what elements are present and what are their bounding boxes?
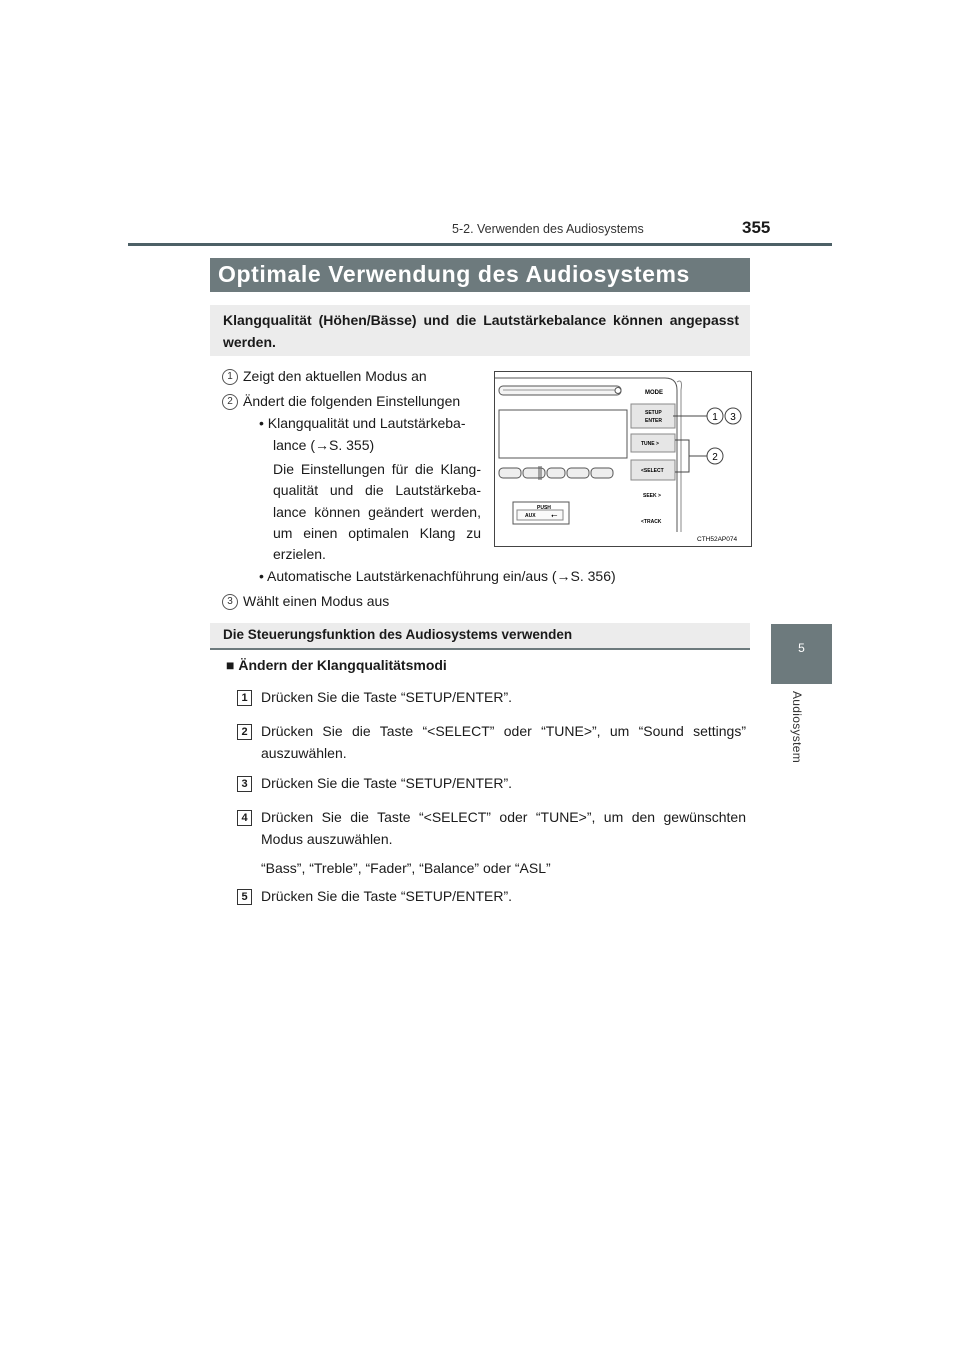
step-number-1: 1 [237, 690, 252, 706]
step-number-5: 5 [237, 889, 252, 905]
figure-callout-1: 1 [712, 412, 718, 423]
section-heading-bar [210, 623, 750, 650]
subheading [226, 655, 447, 676]
step-number-3: 3 [237, 776, 252, 792]
mode-button-label: MODE [645, 390, 663, 396]
bullet-sound-quality: • Klangqualität und Lautstärkeba- [259, 415, 466, 431]
step-4-modes: “Bass”, “Treble”, “Fader”, “Balance” oder “ASL” [261, 860, 551, 876]
page-title-bar [210, 258, 750, 292]
subheading-square-icon: ■ [226, 657, 235, 673]
step-text-5: Drücken Sie die Taste “SETUP/ENTER”. [261, 888, 513, 904]
callout-text-3: Wählt einen Modus aus [243, 593, 390, 609]
audio-unit-figure [494, 371, 752, 547]
figure-callout-2: 2 [712, 452, 718, 463]
figure-code: CTH52AP074 [697, 536, 738, 543]
right-buttons [631, 390, 675, 525]
subheading-text: Ändern der Klangqualitätsmodi [238, 657, 447, 673]
setup-button-label: SETUP [645, 410, 662, 416]
tune-button-label: TUNE > [641, 441, 659, 447]
bullet-sound-quality-ref: lance (→S. 355) [273, 437, 375, 453]
page-title: Optimale Verwendung des Audiosystems [218, 261, 690, 287]
preset-buttons [499, 468, 613, 478]
section-heading: Die Steuerungsfunktion des Audiosystems verwenden [223, 627, 573, 642]
callout-number-3: 3 [222, 594, 238, 610]
callout-number-1: 1 [222, 369, 238, 385]
callout-number-2: 2 [222, 394, 238, 410]
chapter-tab: 5 [771, 624, 832, 684]
usb-icon: ⭠ [551, 511, 558, 520]
track-button-label: <TRACK [641, 519, 662, 525]
step-text-1: Drücken Sie die Taste “SETUP/ENTER”. [261, 689, 513, 705]
step-number-4: 4 [237, 810, 252, 826]
port-push-label: PUSH [537, 505, 551, 511]
step-text-3: Drücken Sie die Taste “SETUP/ENTER”. [261, 775, 513, 791]
seek-button-label: SEEK > [643, 493, 661, 499]
page-number: 355 [742, 218, 771, 237]
figure-callout-3: 3 [730, 412, 736, 423]
enter-button-label: ENTER [645, 418, 662, 424]
step-number-2: 2 [237, 724, 252, 740]
intro-text: Klangqualität (Höhen/Bässe) und die Lautstärkebalance können angepasst werden. [223, 312, 739, 350]
port-aux-label: AUX [525, 513, 536, 519]
intro-box [210, 305, 750, 356]
select-button-label: <SELECT [641, 468, 664, 474]
header-rule [128, 243, 832, 246]
bullet-asl: • Automatische Lautstärkenachführung ein/aus (→S. 356) [259, 568, 616, 584]
step-text-2: Drücken Sie die Taste “<SELECT” oder “TUNE>”, um “Sound settings” auszuwählen. [261, 723, 746, 761]
chapter-label [772, 691, 832, 781]
bullet-sound-quality-desc: Die Einstellungen für die Klangqualität und die Lautstärkebalance können geändert werden, um einen optimalen Klang zu erzielen. [273, 461, 481, 563]
step-text-4: Drücken Sie die Taste “<SELECT” oder “TUNE>”, um den gewünschten Modus auszuwählen. [261, 809, 746, 847]
chapter-label-text: Audiosystem [790, 691, 804, 763]
callout-text-1: Zeigt den aktuellen Modus an [243, 368, 427, 384]
running-head: 5-2. Verwenden des Audiosystems [452, 222, 644, 236]
callout-text-2: Ändert die folgenden Einstellungen [243, 393, 461, 409]
audio-unit-drawing [495, 372, 751, 546]
